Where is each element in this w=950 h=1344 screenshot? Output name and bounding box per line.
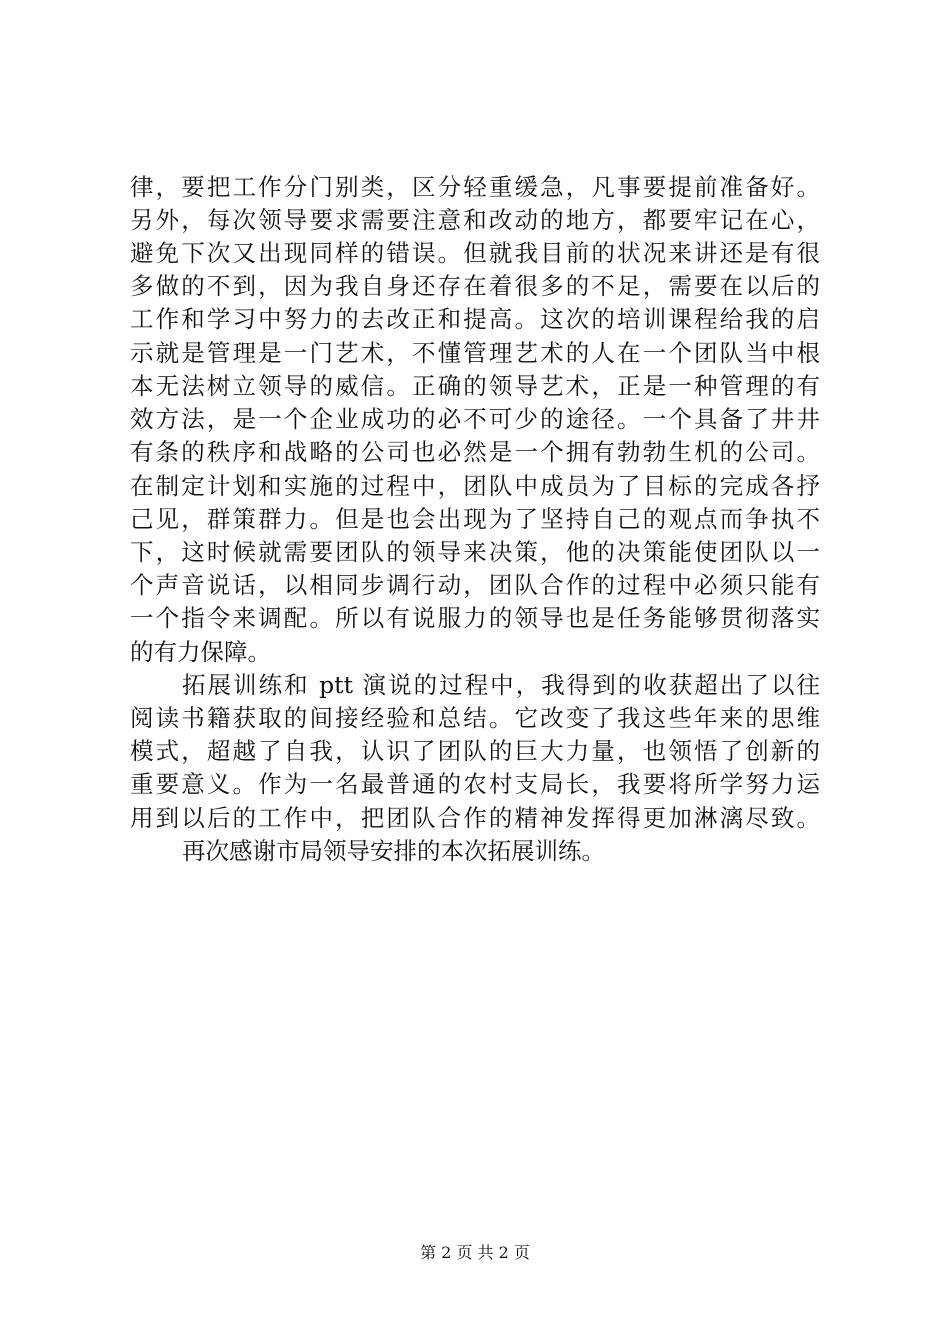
text-line: 一个指令来调配。所以有说服力的领导也是任务能够贯彻落实 <box>130 604 820 632</box>
text-line: 律，要把工作分门别类，区分轻重缓急，凡事要提前准备好。 <box>130 173 820 201</box>
text-line: 再次感谢市局领导安排的本次拓展训练。 <box>182 837 605 865</box>
text-line: 避免下次又出现同样的错误。但就我目前的状况来讲还是有很 <box>130 239 820 267</box>
text-line: 用到以后的工作中，把团队合作的精神发挥得更加淋漓尽致。 <box>130 804 820 832</box>
text-line: 模式，超越了自我，认识了团队的巨大力量，也领悟了创新的 <box>130 737 820 765</box>
text-line: 在制定计划和实施的过程中，团队中成员为了目标的完成各抒 <box>130 472 820 500</box>
text-line: 效方法，是一个企业成功的必不可少的途径。一个具备了井井 <box>130 405 820 433</box>
text-line: 有条的秩序和战略的公司也必然是一个拥有勃勃生机的公司。 <box>130 438 820 466</box>
text-line: 拓展训练和 ptt 演说的过程中，我得到的收获超出了以往 <box>182 671 820 699</box>
text-line: 另外，每次领导要求需要注意和改动的地方，都要牢记在心， <box>130 206 820 234</box>
text-line: 重要意义。作为一名最普通的农村支局长，我要将所学努力运 <box>130 770 820 798</box>
page-number-footer: 第 2 页 共 2 页 <box>420 1243 530 1262</box>
text-line: 的有力保障。 <box>130 638 271 666</box>
text-line: 本无法树立领导的威信。正确的领导艺术，正是一种管理的有 <box>130 372 820 400</box>
text-line: 阅读书籍获取的间接经验和总结。它改变了我这些年来的思维 <box>130 704 820 732</box>
text-line: 个声音说话，以相同步调行动，团队合作的过程中必须只能有 <box>130 571 820 599</box>
text-line: 工作和学习中努力的去改正和提高。这次的培训课程给我的启 <box>130 305 820 333</box>
text-line: 下，这时候就需要团队的领导来决策，他的决策能使团队以一 <box>130 538 820 566</box>
text-line: 己见，群策群力。但是也会出现为了坚持自己的观点而争执不 <box>130 505 820 533</box>
text-line: 示就是管理是一门艺术，不懂管理艺术的人在一个团队当中根 <box>130 339 820 367</box>
text-line: 多做的不到，因为我自身还存在着很多的不足，需要在以后的 <box>130 272 820 300</box>
